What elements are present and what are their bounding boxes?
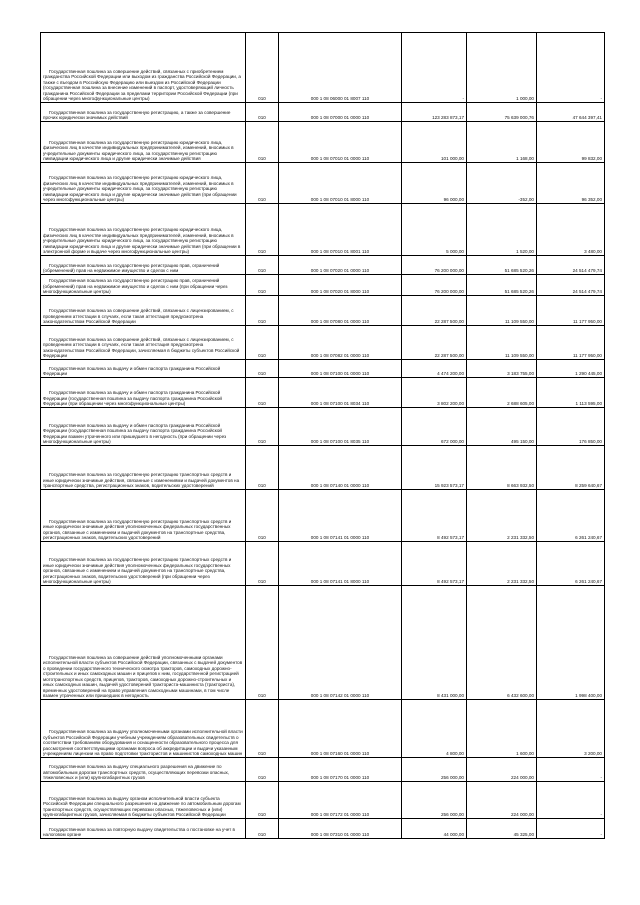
indicator-name-text: Государственная пошлина за повторную выдачу свидетельства о постановке на учет в налоговом органе <box>43 826 235 838</box>
indicator-name <box>41 204 246 256</box>
executed-value: 224 000,00 <box>467 758 537 782</box>
budget-classification-code: 000 1 08 07100 01 8035 110 <box>279 408 402 446</box>
approved-budget-value: 96 000,00 <box>402 163 467 204</box>
approved-budget-value: 76 200 000,00 <box>402 256 467 275</box>
line-code: 010 <box>246 122 279 163</box>
indicator-name <box>41 122 246 163</box>
executed-value: 51 685 520,26 <box>467 275 537 296</box>
budget-classification-code: 000 1 08 07172 01 0000 110 <box>279 782 402 819</box>
budget-classification-code: 000 1 08 07000 01 0000 110 <box>279 103 402 122</box>
approved-budget-value: 8 492 573,17 <box>402 542 467 586</box>
table-row <box>41 103 605 122</box>
unexecuted-value: 6 261 240,67 <box>537 490 605 542</box>
line-code: 010 <box>246 446 279 490</box>
table-row <box>41 446 605 490</box>
indicator-name <box>41 586 246 700</box>
table-row <box>41 275 605 296</box>
indicator-name-text: Государственная пошлина за совершение действий, связанных с лицензированием, с проведением аттестации в случаях, если такая аттестация предусмотрена законодательством Российской Федерации <box>43 308 234 325</box>
budget-classification-code: 000 1 08 07010 01 8001 110 <box>279 204 402 256</box>
indicator-name-text: Государственная пошлина за государственную регистрацию юридического лица, физических лиц в качестве индивидуальных предпринимателей, изменений, вносимых в учредительные документы юридического лица, за государственную регистрацию ликвидации юридического лица и другие юридически значимые действия (при обращении в электронной форме и выдаче через многофункциональные центры) <box>43 227 241 255</box>
indicator-name-text: Государственная пошлина за совершение действий уполномоченными органами исполнительной власти субъектов Российской Федерации, связанных с выдачей документов о проведении государственного технического осмотра тракторов, самоходных дорожно-строительных и иных самоходных машин и прицепов к ним, государственной регистрацией мототранспортных средств, прицепов, тракторов, самоходных дорожно-строительных и иных самоходных машин, выдачей удостоверений тракториста-машиниста (тракториста), временных удостоверений на право управления самоходными машинами, в том числе взамен утраченных или пришедших в негодность <box>43 654 243 699</box>
unexecuted-value: 1 113 595,00 <box>537 378 605 408</box>
indicator-name-text: Государственная пошлина за выдачу и обмен паспорта гражданина Российской Федерации <box>43 365 221 377</box>
unexecuted-value: 99 832,00 <box>537 122 605 163</box>
line-code: 010 <box>246 296 279 326</box>
indicator-name <box>41 360 246 378</box>
table-row <box>41 586 605 700</box>
approved-budget-value: 15 923 573,17 <box>402 446 467 490</box>
executed-value: -352,00 <box>467 163 537 204</box>
unexecuted-value: 11 177 950,00 <box>537 326 605 360</box>
budget-classification-code: 000 1 08 07082 01 0000 110 <box>279 326 402 360</box>
budget-classification-code: 000 1 08 07010 01 0000 110 <box>279 122 402 163</box>
indicator-name-text: Государственная пошлина за совершение действий, связанных с приобретением гражданства Российской Федерации или выходом из гражданства Российской Федерации, а также с въездом в Российскую Федерацию или выездом из Российской Федерации (государственная пошлина за внесение изменений в паспорт, удостоверяющий личность гражданина Российской Федерации за пределами территории Российской Федерации (при обращении через многофункциональные центры) <box>43 68 241 102</box>
indicator-name <box>41 700 246 758</box>
indicator-name-text: Государственная пошлина за выдачу и обмен паспорта гражданина Российской Федерации (государственная пошлина за выдачу паспорта гражданина Российской Федерации (при обращении через многофункциональные центры) <box>43 390 222 407</box>
indicator-name <box>41 408 246 446</box>
revenue-table-body <box>41 33 605 839</box>
indicator-name-text: Государственная пошлина за государственную регистрацию юридического лица, физических лиц в качестве индивидуальных предпринимателей, изменений, вносимых в учредительные документы юридического лица, за государственную регистрацию ликвидации юридического лица и другие юридически значимые действия (при обращении через многофункциональные центры) <box>43 175 237 203</box>
indicator-name <box>41 326 246 360</box>
executed-value: 11 109 550,00 <box>467 326 537 360</box>
unexecuted-value: 24 514 479,74 <box>537 275 605 296</box>
indicator-name-text: Государственная пошлина за государственную регистрацию юридического лица, физических лиц в качестве индивидуальных предпринимателей, изменений, вносимых в учредительные документы юридического лица, за государственную регистрацию ликвидации юридического лица и другие юридически значимые действия <box>43 139 234 162</box>
indicator-name <box>41 819 246 839</box>
budget-classification-code: 000 1 08 07140 01 0000 110 <box>279 446 402 490</box>
approved-budget-value: 256 000,00 <box>402 758 467 782</box>
indicator-name-text: Государственная пошлина за государственную регистрацию транспортных средств и иные юридически значимые действия уполномоченных федеральных государственных органов, связанные с изменением и выдачей документов на транспортные средства, регистрационных знаков, водительских удостоверений <box>43 518 232 541</box>
unexecuted-value: - <box>537 819 605 839</box>
table-row <box>41 163 605 204</box>
table-row <box>41 819 605 839</box>
unexecuted-value: - <box>537 758 605 782</box>
line-code: 010 <box>246 163 279 204</box>
indicator-name <box>41 296 246 326</box>
executed-value: 1 600,00 <box>467 700 537 758</box>
approved-budget-value: - <box>402 33 467 103</box>
line-code: 010 <box>246 700 279 758</box>
executed-value: 75 639 000,76 <box>467 103 537 122</box>
unexecuted-value: 3 480,00 <box>537 204 605 256</box>
indicator-name-text: Государственная пошлина за выдачу уполномоченными органами исполнительной власти субъектов Российской Федерации учебным учреждениям образовательных свидетельств о соответствии требованиям оборудования и оснащенности образовательного процесса для рассмотрения соответствующими органами вопроса об аккредитации и выдачи указанным учреждениям лицензии на право подготовки трактористов и машинистов самоходных машин <box>43 729 243 757</box>
approved-budget-value: 8 431 000,00 <box>402 586 467 700</box>
indicator-name <box>41 490 246 542</box>
table-row <box>41 700 605 758</box>
approved-budget-value: 8 492 573,17 <box>402 490 467 542</box>
approved-budget-value: 22 287 500,00 <box>402 296 467 326</box>
unexecuted-value: 176 850,00 <box>537 408 605 446</box>
indicator-name <box>41 33 246 103</box>
table-row <box>41 296 605 326</box>
approved-budget-value: 123 283 873,17 <box>402 103 467 122</box>
line-code: 010 <box>246 758 279 782</box>
line-code: 010 <box>246 103 279 122</box>
indicator-name <box>41 256 246 275</box>
unexecuted-value: - <box>537 782 605 819</box>
line-code: 010 <box>246 256 279 275</box>
executed-value: 2 688 605,00 <box>467 378 537 408</box>
line-code: 010 <box>246 819 279 839</box>
budget-classification-code: 000 1 08 07170 01 0000 110 <box>279 758 402 782</box>
indicator-name-text: Государственная пошлина за выдачу специального разрешения на движение по автомобильным дорогам транспортных средств, осуществляющих перевозки опасных, тяжеловесных и (или) крупногабаритных грузов <box>43 764 230 781</box>
approved-budget-value: 4 800,00 <box>402 700 467 758</box>
indicator-name <box>41 163 246 204</box>
indicator-name-text: Государственная пошлина за государственную регистрацию транспортных средств и иные юридически значимые действия, связанные с изменениями и выдачей документов на транспортные средства, регистрационных знаков, водительских удостоверений <box>43 472 240 489</box>
indicator-name-text: Государственная пошлина за государственную регистрацию, а также за совершение прочих юридически значимых действий <box>43 109 231 121</box>
line-code: 010 <box>246 782 279 819</box>
table-row <box>41 122 605 163</box>
line-code: 010 <box>246 326 279 360</box>
indicator-name-text: Государственная пошлина за государственную регистрацию прав, ограничений (обременений) прав на недвижимое имущество и сделок с ним (при обращении через многофункциональные центры) <box>43 278 228 295</box>
indicator-name <box>41 446 246 490</box>
table-row <box>41 204 605 256</box>
unexecuted-value: 6 261 240,67 <box>537 542 605 586</box>
line-code: 010 <box>246 586 279 700</box>
executed-value: 6 432 600,00 <box>467 586 537 700</box>
table-row <box>41 378 605 408</box>
executed-value: 1 520,00 <box>467 204 537 256</box>
unexecuted-value: 8 259 640,67 <box>537 446 605 490</box>
indicator-name-text: Государственная пошлина за выдачу и обмен паспорта гражданина Российской Федерации (государственная пошлина за выдачу паспорта гражданина Российской Федерации взамен утраченного или пришедшего в негодность (при обращении через многофункциональные центры) <box>43 422 227 445</box>
unexecuted-value: 96 352,00 <box>537 163 605 204</box>
approved-budget-value: 5 000,00 <box>402 204 467 256</box>
executed-value: 45 325,00 <box>467 819 537 839</box>
executed-value: 224 000,00 <box>467 782 537 819</box>
executed-value: 495 150,00 <box>467 408 537 446</box>
budget-classification-code: 000 1 08 07080 01 0000 110 <box>279 296 402 326</box>
executed-value: 1 168,00 <box>467 122 537 163</box>
table-row <box>41 408 605 446</box>
budget-classification-code: 000 1 08 07141 01 0000 110 <box>279 490 402 542</box>
line-code: 010 <box>246 378 279 408</box>
executed-value: 3 183 755,00 <box>467 360 537 378</box>
approved-budget-value: 76 200 000,00 <box>402 275 467 296</box>
table-row <box>41 256 605 275</box>
unexecuted-value: 1 998 400,00 <box>537 586 605 700</box>
line-code: 010 <box>246 275 279 296</box>
indicator-name <box>41 103 246 122</box>
indicator-name <box>41 275 246 296</box>
unexecuted-value: 24 514 479,74 <box>537 256 605 275</box>
executed-value: 8 663 932,50 <box>467 446 537 490</box>
unexecuted-value: 11 177 950,00 <box>537 296 605 326</box>
indicator-name <box>41 542 246 586</box>
indicator-name-text: Государственная пошлина за выдачу органом исполнительной власти субъекта Российской Федерации специального разрешения на движение по автомобильным дорогам транспортных средств, осуществляющих перевозки опасных, тяжеловесных и (или) крупногабаритных грузов, зачисляемая в бюджеты субъектов Российской Федерации <box>43 795 241 818</box>
approved-budget-value: 256 000,00 <box>402 782 467 819</box>
unexecuted-value: - <box>537 33 605 103</box>
executed-value: 11 109 550,00 <box>467 296 537 326</box>
line-code: 010 <box>246 542 279 586</box>
unexecuted-value: 47 644 397,41 <box>537 103 605 122</box>
indicator-name <box>41 758 246 782</box>
line-code: 010 <box>246 360 279 378</box>
revenue-table <box>40 32 605 839</box>
budget-classification-code: 000 1 08 07142 01 0000 110 <box>279 586 402 700</box>
table-row <box>41 542 605 586</box>
indicator-name-text: Государственная пошлина за государственную регистрацию транспортных средств и иные юридически значимые действия уполномоченных федеральных государственных органов, связанные с изменением и выдачей документов на транспортные средства, регистрационных знаков, водительских удостоверений (при обращении через многофункциональные центры) <box>43 557 232 585</box>
table-row <box>41 360 605 378</box>
indicator-name <box>41 782 246 819</box>
indicator-name-text: Государственная пошлина за государственную регистрацию прав, ограничений (обременений) прав на недвижимое имущество и сделок с ним <box>43 262 220 274</box>
line-code: 010 <box>246 408 279 446</box>
line-code: 010 <box>246 204 279 256</box>
approved-budget-value: 4 474 200,00 <box>402 360 467 378</box>
budget-classification-code: 000 1 08 06000 01 8007 110 <box>279 33 402 103</box>
table-row <box>41 758 605 782</box>
unexecuted-value: 1 290 445,00 <box>537 360 605 378</box>
line-code: 010 <box>246 33 279 103</box>
executed-value: 2 231 332,50 <box>467 490 537 542</box>
budget-classification-code: 000 1 08 07020 01 0000 110 <box>279 256 402 275</box>
approved-budget-value: 3 802 200,00 <box>402 378 467 408</box>
budget-classification-code: 000 1 08 07310 01 0000 110 <box>279 819 402 839</box>
approved-budget-value: 672 000,00 <box>402 408 467 446</box>
budget-classification-code: 000 1 08 07020 01 8000 110 <box>279 275 402 296</box>
budget-classification-code: 000 1 08 07100 01 8034 110 <box>279 378 402 408</box>
budget-classification-code: 000 1 08 07141 01 8000 110 <box>279 542 402 586</box>
table-row <box>41 782 605 819</box>
executed-value: 1 000,00 <box>467 33 537 103</box>
approved-budget-value: 22 287 500,00 <box>402 326 467 360</box>
line-code: 010 <box>246 490 279 542</box>
unexecuted-value: 3 200,00 <box>537 700 605 758</box>
approved-budget-value: 101 000,00 <box>402 122 467 163</box>
table-row <box>41 33 605 103</box>
executed-value: 51 685 520,26 <box>467 256 537 275</box>
executed-value: 2 231 332,50 <box>467 542 537 586</box>
indicator-name <box>41 378 246 408</box>
approved-budget-value: 44 000,00 <box>402 819 467 839</box>
budget-classification-code: 000 1 08 07010 01 8000 110 <box>279 163 402 204</box>
budget-classification-code: 000 1 08 07100 01 0000 110 <box>279 360 402 378</box>
indicator-name-text: Государственная пошлина за совершение действий, связанных с лицензированием, с проведением аттестации в случаях, если такая аттестация предусмотрена законодательством Российской Федерации, зачисляемая в бюджеты субъектов Российской Федерации <box>43 336 240 359</box>
table-row <box>41 326 605 360</box>
table-row <box>41 490 605 542</box>
report-sheet <box>40 32 604 839</box>
budget-classification-code: 000 1 08 07160 01 0000 110 <box>279 700 402 758</box>
